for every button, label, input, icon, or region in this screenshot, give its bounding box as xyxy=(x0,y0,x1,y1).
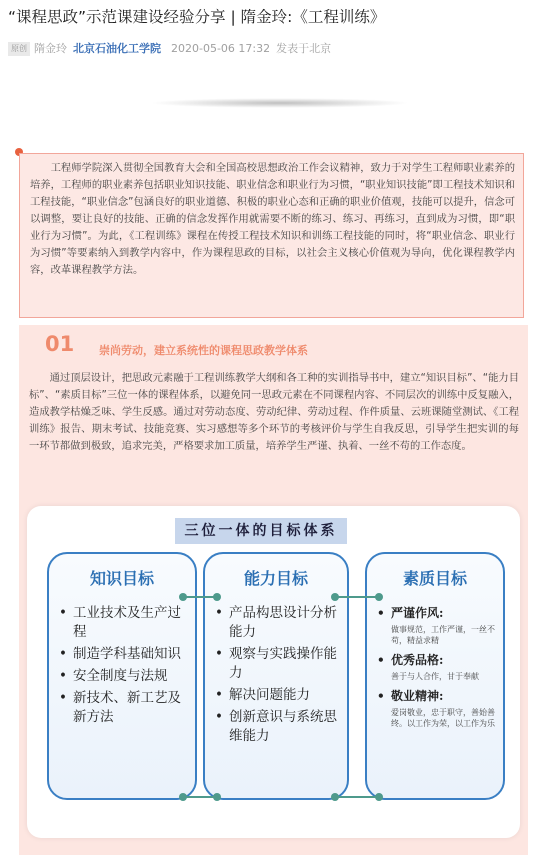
article-meta xyxy=(8,42,331,56)
intro-paragraph: 工程师学院深入贯彻全国教育大会和全国高校思想政治工作会议精神，致力于对学生工程师职业素养的培养，工程师的职业素养包括职业知识技能、职业信念和职业行为习惯，“职业知识技能”即工程技术知识和工程技能，“职业信念”包涵良好的职业道德、积极的职业心态和正确的职业价值观，技能可以提升，信念可以调整，要让良好的技能、正确的信念发挥作用就需要不断的练习、练习、再练习，直到成为习惯，即“职业行为习惯”。为此，《工程训练》课程在传授工程技术知识和训练工程技能的同时，将“职业信念、职业行为习惯”等要素纳入到教学内容中，作为课程思政的目标，以社会主义核心价值观为导向，优化课程教学内容，改革课程教学方法。 xyxy=(30,162,515,276)
knowledge-goal-list xyxy=(57,604,191,730)
quality-goal-list xyxy=(375,604,499,734)
quality-item-desc: 爱岗敬业，忠于职守，善始善终。以工作为荣，以工作为乐 xyxy=(391,708,495,728)
quality-item-head: 优秀品格: xyxy=(391,653,444,667)
connector-bottom-right xyxy=(335,796,379,798)
quality-goal-card xyxy=(365,552,505,800)
connector-top-right xyxy=(335,596,379,598)
intro-box xyxy=(19,153,524,318)
quality-item-head: 严谨作风: xyxy=(391,606,444,620)
quality-item-desc: 做事规范，工作严谨，一丝不苟，精益求精 xyxy=(391,625,495,645)
publish-location: 发表于北京 xyxy=(276,42,332,55)
list-item: • 创新意识与系统思维能力 xyxy=(213,708,343,746)
list-item: • 制造学科基础知识 xyxy=(57,645,191,664)
divider-shadow xyxy=(150,98,410,108)
section-number: 01 xyxy=(45,332,75,356)
list-item: • 解决问题能力 xyxy=(213,686,343,705)
section-paragraph: 通过顶层设计，把思政元素融于工程训练教学大纲和各工种的实训指导书中，建立“知识目标”、“能力目标”、“素质目标”三位一体的课程体系，以避免同一思政元素在不同课程内容、不同层次的训练中反复融入，造成教学枯燥乏味、学生反感。通过对劳动态度、劳动纪律、劳动过程、作件质量、云班课随堂测试、《工程训练》报告、期末考试、技能竞赛、实习感想等多个环节的考核评价与学生自我反思，引导学生把实训的每一环节都做到极致，追求完美，严格要求加工质量，培养学生严谨、执着、一丝不苟的工作态度。 xyxy=(29,372,519,452)
author-name[interactable]: 隋金玲 xyxy=(34,42,67,55)
list-item xyxy=(375,604,499,646)
list-item: • 新技术、新工艺及新方法 xyxy=(57,689,191,727)
quality-goal-title: 素质目标 xyxy=(402,569,467,588)
knowledge-goal-title: 知识目标 xyxy=(89,569,154,588)
ability-goal-list xyxy=(213,604,343,749)
publish-time: 2020-05-06 17:32 xyxy=(171,42,271,55)
goal-system-diagram xyxy=(27,506,520,838)
organization-link[interactable]: 北京石油化工学院 xyxy=(73,42,161,55)
diagram-title: 三位一体的目标体系 xyxy=(175,518,347,544)
quality-item-head: 敬业精神: xyxy=(391,689,444,703)
ability-goal-title: 能力目标 xyxy=(243,569,308,588)
list-item xyxy=(375,651,499,682)
original-badge: 原创 xyxy=(8,42,30,56)
quality-item-desc: 善于与人合作，甘于奉献 xyxy=(391,672,479,681)
connector-top-left xyxy=(183,596,217,598)
list-item xyxy=(375,687,499,729)
knowledge-goal-card xyxy=(47,552,197,800)
list-item: • 产品构思设计分析能力 xyxy=(213,604,343,642)
connector-bottom-left xyxy=(183,796,217,798)
article-title: “课程思政”示范课建设经验分享 | 隋金玲:《工程训练》 xyxy=(8,8,386,26)
ability-goal-card xyxy=(203,552,349,800)
list-item: • 观察与实践操作能力 xyxy=(213,645,343,683)
list-item: • 安全制度与法规 xyxy=(57,667,191,686)
section-title: 崇尚劳动，建立系统性的课程思政教学体系 xyxy=(99,344,308,357)
list-item: • 工业技术及生产过程 xyxy=(57,604,191,642)
